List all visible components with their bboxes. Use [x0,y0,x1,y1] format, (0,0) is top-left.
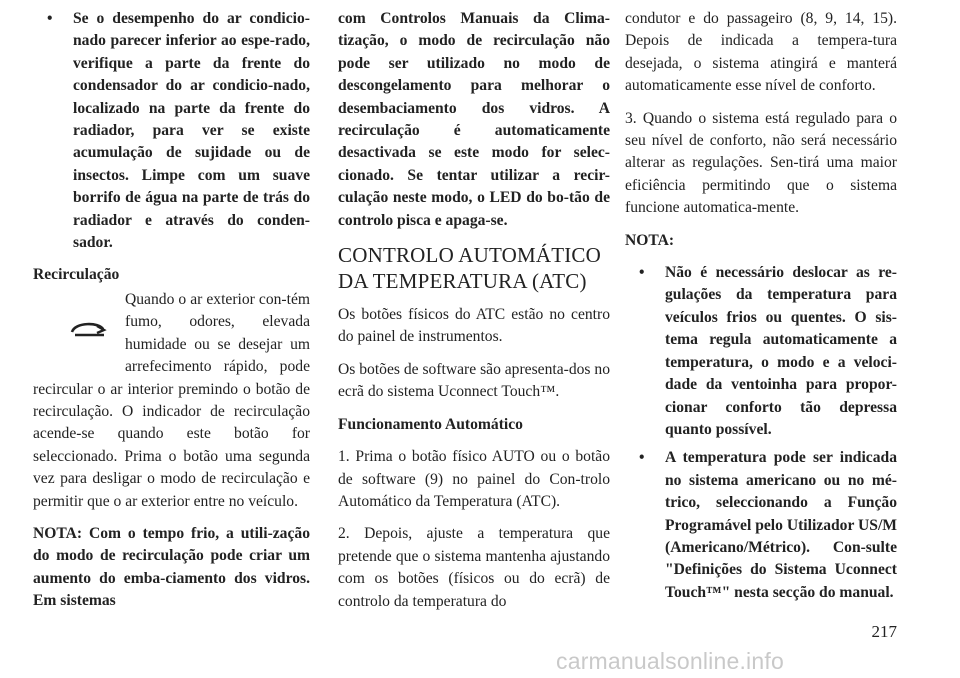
recirculation-text: Quando o ar exterior con-tém fumo, odores, elevada humidade ou se desejar um arrefecimento rápido, pode recircular o ar interior premindo o botão de recirculação. O indicador de recirculação acende-se quando este botão for seleccionado. Prima o botão uma segunda vez para desligar o modo de recirculação e permitir que o ar exterior entre no veículo. [33,290,310,510]
bullet-condenser [33,8,310,254]
bullet-dot-icon: • [47,10,53,27]
recirculation-heading: Recirculação [33,266,120,284]
step-2-continuation: condutor e do passageiro (8, 9, 14, 15). Depois de indicada a tempera-tura desejada, o sistema atingirá e manterá automaticamente esse nível de conforto. [625,10,897,95]
paragraph-physical-buttons: Os botões físicos do ATC estão no centro do painel de instrumentos. [338,306,610,346]
recirculation-icon [33,289,125,371]
nota-cold-weather: NOTA: Com o tempo frio, a utili-zação do modo de recirculação pode criar um aumento do emba-ciamento dos vidros. Em sistemas [33,524,310,610]
bullet-text: Se o desempenho do ar condicio-nado parecer inferior ao espe-rado, verifique a parte da frente do condensador do ar condicio-nado, localizado na parte da frente do radiador, para ver se existe acumulação de sujidade ou de insectos. Limpe com um suave borrifo de água na parte de trás do radiador e através do conden-sador. [73,10,310,252]
nota-label: NOTA: [625,231,675,249]
watermark: carmanualsonline.info [556,648,784,674]
bullet-temperature [625,262,897,441]
section-heading [338,242,610,294]
page-number: 217 [871,622,897,641]
paragraph-software-buttons: Os botões de software são apresenta-dos no ecrã do sistema Uconnect Touch™. [338,360,610,401]
step-2: 2. Depois, ajuste a temperatura que pretende que o sistema mantenha ajustando com os botões (físicos ou do ecrã) de controlo da temperatura do [338,525,610,610]
bullet-text: Não é necessário deslocar as re-gulações da temperatura para veículos frios ou quentes. O sis-tema regula automaticamente a temperatura, o modo e a veloci-dade da ventoinha para propor-cionar conforto tão depressa quanto possível. [665,264,897,438]
recirculation-body [33,289,310,513]
step-1: 1. Prima o botão físico AUTO ou o botão de software (9) no painel do Con-trolo Automático da Temperatura (ATC). [338,448,610,510]
subheading-automatic: Funcionamento Automático [338,415,523,433]
bullet-dot-icon: • [639,449,645,467]
column-left [33,8,310,623]
column-middle [338,8,610,623]
bullet-text: A temperatura pode ser indicada no sistema americano ou no mé-trico, seleccionando a Função Programável pelo Utilizador US/M (Americano/Métrico). Con-sulte "Definições do Sistema Uconnect Touch™" nesta secção do manual. [665,449,897,601]
heading-line-1: CONTROLO AUTOMÁTICO [338,243,601,268]
heading-line-2: DA TEMPERATURA (ATC) [338,269,587,294]
column-right [625,8,897,614]
bullet-units [625,447,897,604]
step-3: 3. Quando o sistema está regulado para o seu nível de conforto, não será necessário alterar as regulações. Sen-tirá uma maior eficiência permitindo que o sistema funcione automatica-mente. [625,109,897,217]
bullet-dot-icon: • [639,264,645,282]
nota-continuation: com Controlos Manuais da Clima-tização, o modo de recirculação não pode ser utilizado no modo de descongelamento para melhorar o desembaciamento dos vidros. A recirculação é automaticamente desactivada se este modo for selec-cionado. Se tentar utilizar a recir-culação neste modo, o LED do bo-tão de controlo pisca e apaga-se. [338,10,610,229]
